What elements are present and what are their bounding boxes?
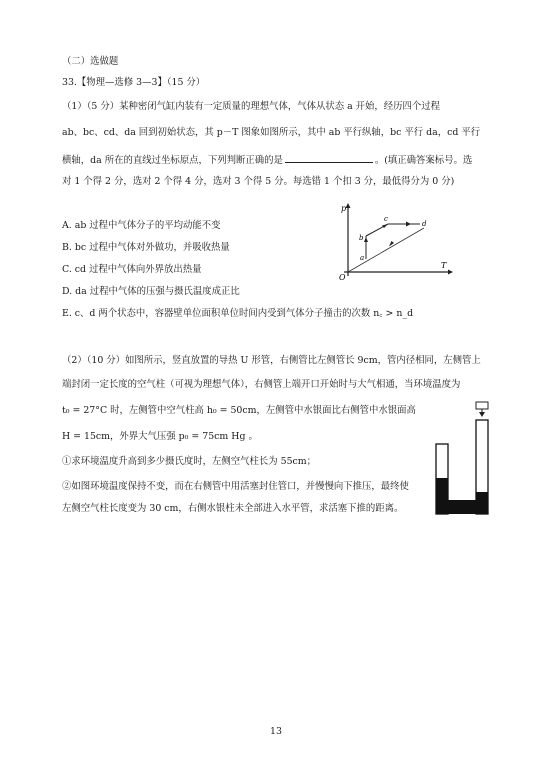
- graph-label-c: c: [384, 215, 388, 223]
- part1-line3: [62, 153, 472, 167]
- section-heading: （二）选做题: [62, 56, 119, 67]
- part2-sub2-line1: ②如图环境温度保持不变，而在右侧管中用活塞封住管口，并慢慢向下推压，最终使: [62, 481, 409, 492]
- graph-label-t: T: [441, 261, 447, 270]
- piston-arrow: [479, 412, 485, 417]
- option-d: D. da 过程中气体的压强与摄氏温度成正比: [62, 286, 240, 297]
- graph-label-b: b: [359, 234, 364, 242]
- part2-line2: 端封闭一定长度的空气柱（可视为理想气体），右侧管上端开口开始时与大气相通，当环境温度为: [62, 379, 461, 390]
- page-number: 13: [270, 726, 282, 737]
- part2-line4: H = 15cm，外界大气压强 p₀ = 75cm Hg 。: [62, 431, 258, 442]
- part1-line3-text-b: 。(填正确答案标号。选: [374, 155, 473, 166]
- answer-blank[interactable]: [285, 153, 373, 163]
- mercury-bottom: [436, 500, 488, 514]
- option-e: E. c、d 两个状态中，容器壁单位面积单位时间内受到气体分子撞击的次数 n꜀ > n_d: [62, 308, 414, 319]
- option-b: B. bc 过程中气体对外做功，并吸收热量: [62, 242, 230, 253]
- arrow-ab: [364, 237, 368, 242]
- graph-label-d: d: [422, 220, 427, 228]
- part1-line3-text-a: 横轴，da 所在的直线过坐标原点，下列判断正确的是: [62, 155, 283, 166]
- arrow-bc: [382, 224, 388, 228]
- graph-label-p: p: [341, 204, 347, 213]
- part1-line1: （1）（5 分）某种密闭气缸内装有一定质量的理想气体，气体从状态 a 开始，经历四个过程: [62, 101, 441, 112]
- part1-line4: 对 1 个得 2 分，选对 2 个得 4 分，选对 3 个得 5 分。每选错 1 个扣 3 分，最低得分为 0 分): [62, 176, 455, 187]
- question-33-header: 33.【物理—选修 3—3】（15 分）: [62, 77, 206, 88]
- graph-label-o: O: [339, 273, 346, 282]
- part2-sub2-line2: 左侧空气柱长度变为 30 cm，右侧水银柱未全部进入水平管，求活塞下推的距离。: [62, 503, 404, 514]
- p-t-graph: [336, 202, 454, 282]
- piston: [476, 402, 488, 409]
- option-c: C. cd 过程中气体向外界放出热量: [62, 264, 202, 275]
- t-axis-arrow: [448, 270, 453, 275]
- arrow-cd: [406, 222, 411, 227]
- graph-label-a: a: [360, 254, 365, 262]
- u-tube-figure: [428, 400, 500, 518]
- option-a: A. ab 过程中气体分子的平均动能不变: [62, 220, 221, 231]
- part2-line3: t₀ = 27°C 时，左侧管中空气柱高 h₀ = 50cm，左侧管中水银面比右侧管中水银面高: [62, 405, 416, 416]
- part2-sub1: ①求环境温度升高到多少摄氏度时，左侧空气柱长为 55cm；: [62, 456, 317, 467]
- p-axis-arrow: [346, 203, 351, 208]
- part1-line2: ab、bc、cd、da 回到初始状态，其 p－T 图象如图所示，其中 ab 平行纵轴，bc 平行 da，cd 平行: [62, 127, 481, 138]
- part2-line1: （2）（10 分）如图所示，竖直放置的导热 U 形管，右侧管比左侧管长 9cm，管内径相同，左侧管上: [62, 355, 481, 366]
